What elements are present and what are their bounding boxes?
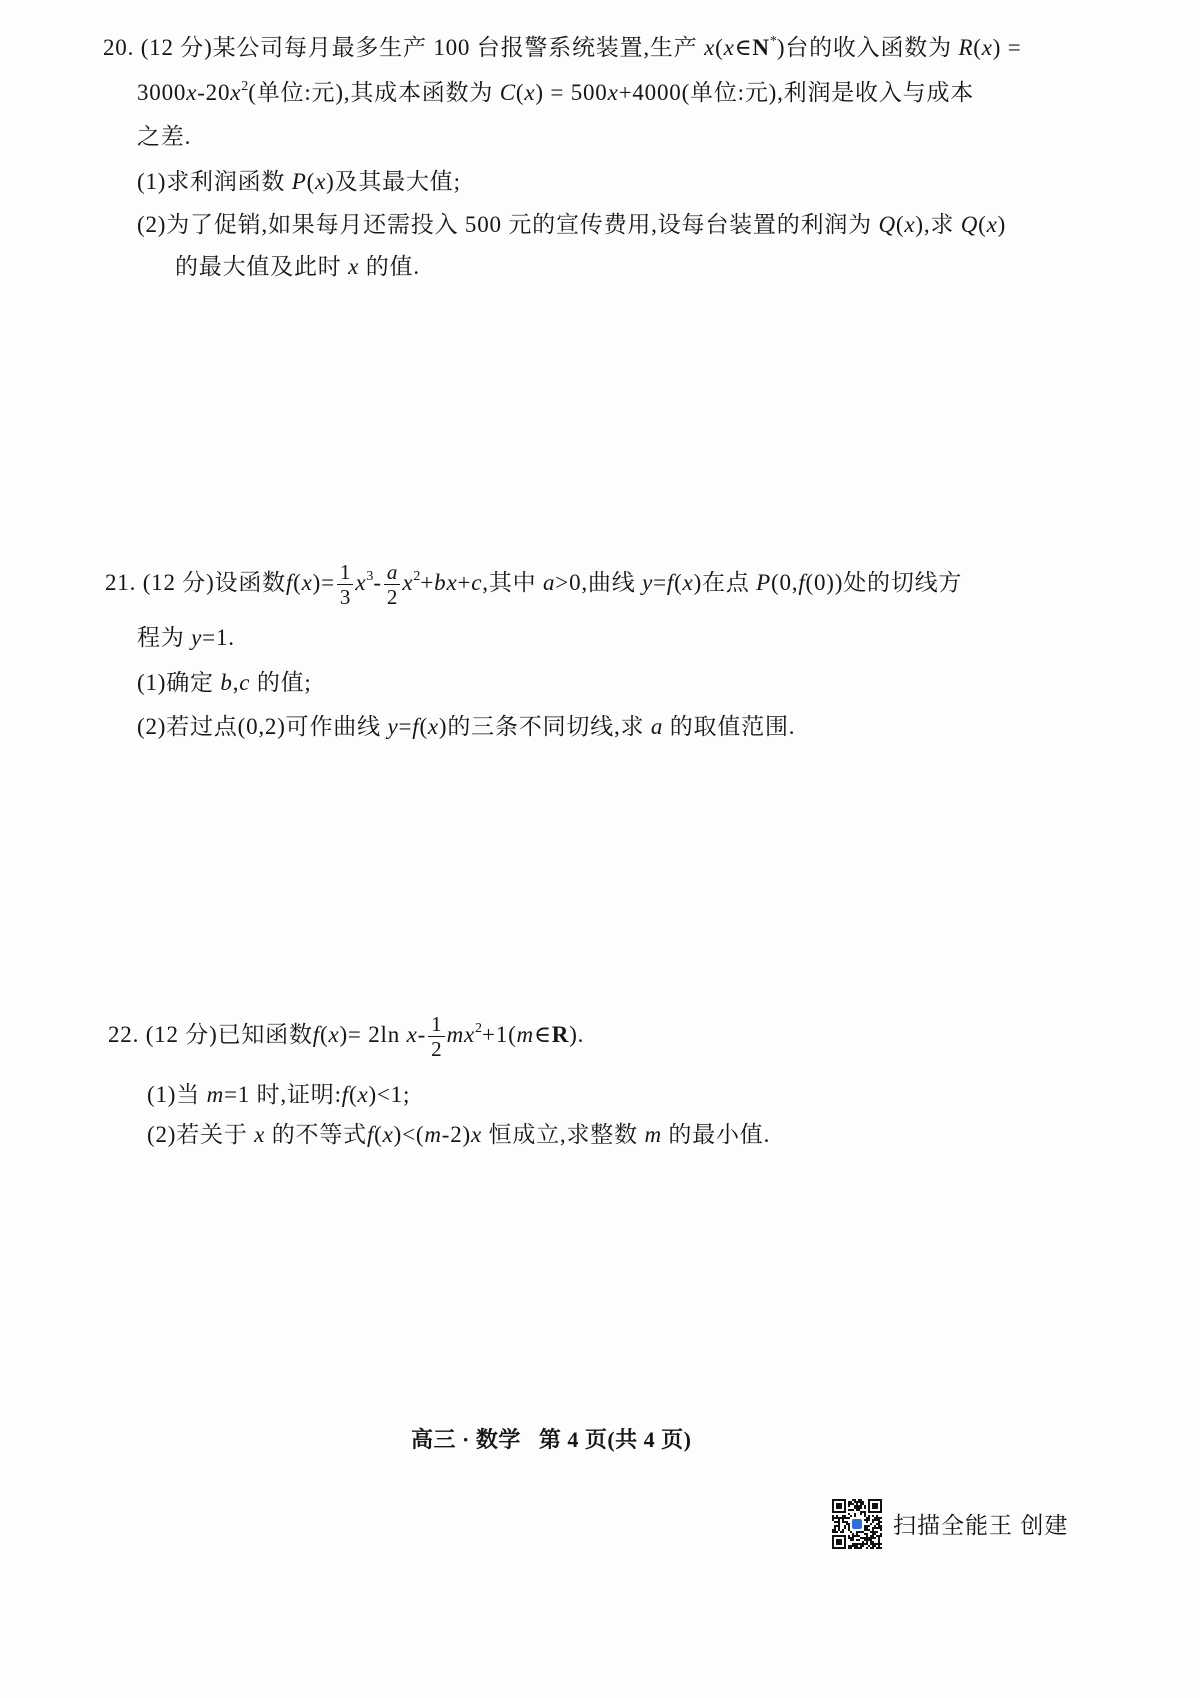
math-variable: f	[798, 569, 806, 595]
math-variable: f	[312, 1021, 320, 1047]
text-run: (	[348, 1082, 358, 1107]
text-run: (0,	[771, 569, 799, 595]
text-run: (	[515, 80, 525, 105]
math-variable: y	[642, 569, 654, 595]
math-variable: x	[981, 35, 993, 60]
text-run: =1.	[202, 625, 235, 650]
fraction-denominator: 3	[339, 585, 351, 609]
problem-20-part-2-line-2	[175, 254, 420, 280]
text-run: ).	[569, 1021, 585, 1047]
fraction-denominator: 2	[386, 585, 398, 609]
text-run: 程为	[137, 625, 192, 650]
text-run: (	[306, 169, 316, 194]
problem-22-part-2	[147, 1122, 770, 1148]
fraction	[337, 561, 354, 608]
page-footer	[411, 1426, 692, 1454]
text-run: ,	[232, 670, 240, 695]
text-run: 恒成立,求整数	[481, 1122, 645, 1147]
text-run: )<(	[393, 1122, 425, 1147]
text-run: (2)若过点(0,2)可作曲线	[137, 714, 388, 739]
text-run: 20. (12 分)某公司每月最多生产 100 台报警系统装置,生产	[103, 35, 705, 60]
text-run: (	[419, 714, 428, 739]
problem-20-stem-line-3	[137, 124, 191, 150]
math-variable: bx	[434, 569, 458, 595]
text-run: 21. (12 分)设函数	[105, 569, 286, 595]
text-run: ∈	[734, 35, 753, 60]
text-run: )	[997, 212, 1007, 237]
math-variable: c	[239, 670, 251, 695]
text-run: (1)当	[147, 1082, 207, 1107]
math-variable: b	[220, 670, 233, 695]
math-variable: x	[470, 1122, 482, 1147]
text-run: 的取值范围.	[663, 714, 796, 739]
text-run: )台的收入函数为	[776, 35, 959, 60]
math-variable: x	[357, 1082, 369, 1107]
superscript: *	[769, 34, 777, 49]
math-variable: C	[499, 80, 516, 105]
math-variable: f	[341, 1082, 349, 1107]
text-run: 3000	[137, 80, 187, 105]
problem-20-part-1	[137, 169, 461, 195]
math-variable: x	[315, 169, 327, 194]
text-run: (2)若关于	[147, 1122, 255, 1147]
math-variable: a	[650, 714, 664, 739]
text-run: ∈	[533, 1021, 552, 1047]
problem-21-part-1	[137, 670, 312, 696]
math-variable: m	[424, 1122, 442, 1147]
text-run: )及其最大值;	[326, 169, 461, 194]
text-run: ) =	[992, 35, 1022, 60]
math-variable: x	[904, 212, 916, 237]
math-variable: Q	[960, 212, 979, 237]
text-run: (单位:元),其成本函数为	[248, 80, 500, 105]
problem-21-stem-line-1	[105, 561, 962, 608]
math-variable: x	[254, 1122, 266, 1147]
math-variable: f	[285, 569, 294, 595]
superscript: 3	[366, 568, 374, 584]
problem-22-part-1	[147, 1082, 410, 1108]
math-variable: x	[607, 80, 619, 105]
text-run: =	[653, 569, 667, 595]
superscript: 2	[475, 1020, 482, 1036]
problem-21-part-2	[137, 714, 795, 740]
math-variable: x	[348, 254, 360, 279]
text-run: (2)为了促销,如果每月还需投入 500 元的宣传费用,设每台装置的利润为	[137, 212, 879, 237]
math-variable: f	[366, 1122, 375, 1147]
math-variable: x	[723, 35, 735, 60]
fraction-numerator: a	[384, 561, 401, 585]
text-run: )<1;	[368, 1082, 411, 1107]
math-variable: x	[524, 80, 536, 105]
text-run: 的不等式	[265, 1122, 367, 1147]
text-run: (	[715, 35, 724, 60]
problem-20-stem-line-1	[103, 35, 1022, 61]
text-run: (	[973, 35, 982, 60]
math-variable: x	[986, 212, 998, 237]
text-run: ,其中	[482, 569, 543, 595]
text-run: (	[674, 569, 683, 595]
text-run: =1 时,证明:	[224, 1082, 342, 1107]
fraction-denominator: 2	[431, 1037, 442, 1061]
math-variable: P	[291, 169, 307, 194]
qr-code-icon	[832, 1499, 882, 1549]
text-run: (	[319, 1021, 329, 1047]
math-variable: m	[516, 1021, 534, 1047]
math-variable: mx	[446, 1021, 475, 1047]
text-run: (	[895, 212, 905, 237]
math-variable: x	[682, 569, 694, 595]
math-variable: R	[958, 35, 974, 60]
problem-20-stem-line-2	[137, 80, 974, 106]
text-run: +	[457, 569, 472, 595]
text-run: +1(	[482, 1021, 517, 1047]
math-variable: c	[471, 569, 483, 595]
math-variable: Q	[878, 212, 896, 237]
text-run: -2)	[441, 1122, 471, 1147]
footer-page-number: 第 4 页(共 4 页)	[538, 1427, 692, 1452]
math-set-symbol: R	[551, 1021, 570, 1047]
text-run: 之差.	[137, 124, 192, 149]
math-variable: x	[402, 569, 414, 595]
problem-21-stem-line-2	[137, 625, 235, 651]
text-run: ),求	[915, 212, 961, 237]
text-run: )在点	[693, 569, 757, 595]
text-run: )的三条不同切线,求	[438, 714, 651, 739]
text-run: 的值.	[359, 254, 420, 279]
math-variable: x	[301, 569, 313, 595]
math-variable: x	[382, 1122, 394, 1147]
text-run: +4000(单位:元),利润是收入与成本	[618, 80, 975, 105]
math-variable: P	[756, 569, 772, 595]
text-run: -	[417, 1021, 427, 1047]
footer-course: 高三 · 数学	[411, 1427, 521, 1452]
math-variable: f	[412, 714, 420, 739]
math-variable: x	[704, 35, 716, 60]
math-variable: f	[666, 569, 675, 595]
problem-22-stem-line-1	[108, 1013, 584, 1060]
math-variable: m	[206, 1082, 224, 1107]
text-run: >0,曲线	[555, 569, 643, 595]
text-run: =	[398, 714, 413, 739]
text-run: (1)求利润函数	[137, 169, 292, 194]
math-variable: y	[191, 625, 203, 650]
text-run: )=	[312, 569, 335, 595]
text-run: (	[978, 212, 987, 237]
text-run: (	[374, 1122, 383, 1147]
text-run: 22. (12 分)已知函数	[108, 1021, 313, 1047]
math-variable: y	[387, 714, 399, 739]
text-run: -	[373, 569, 382, 595]
fraction	[384, 561, 401, 608]
math-variable: x	[230, 80, 242, 105]
text-run: 的最小值.	[661, 1122, 771, 1147]
text-run: (1)确定	[137, 670, 221, 695]
text-run: )= 2ln	[339, 1021, 407, 1047]
math-variable: x	[355, 569, 367, 595]
fraction	[428, 1013, 445, 1060]
superscript: 2	[241, 79, 249, 94]
math-variable: x	[186, 80, 198, 105]
superscript: 2	[413, 568, 421, 584]
fraction-numerator: 1	[428, 1013, 445, 1037]
fraction-numerator: 1	[337, 561, 354, 585]
text-run: 的值;	[250, 670, 312, 695]
math-variable: a	[542, 569, 556, 595]
math-variable: x	[406, 1021, 418, 1047]
math-variable: x	[427, 714, 439, 739]
text-run: -20	[197, 80, 231, 105]
text-run: 的最大值及此时	[175, 254, 349, 279]
math-variable: x	[328, 1021, 340, 1047]
text-run: (0))处的切线方	[805, 569, 963, 595]
text-run: +	[420, 569, 435, 595]
text-run: (	[293, 569, 302, 595]
problem-20-part-2-line-1	[137, 212, 1006, 238]
math-variable: m	[644, 1122, 662, 1147]
text-run: ) = 500	[535, 80, 608, 105]
math-set-symbol: N	[752, 35, 770, 60]
scanner-watermark-text: 扫描全能王 创建	[893, 1512, 1069, 1538]
